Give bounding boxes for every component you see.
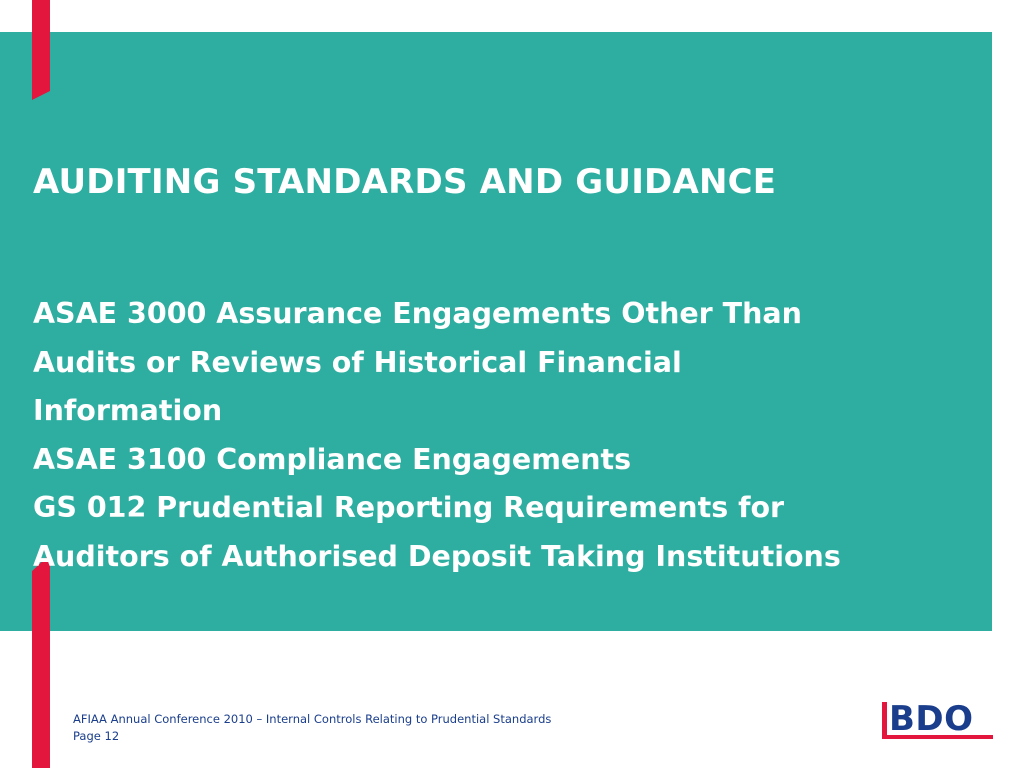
slide-title: AUDITING STANDARDS AND GUIDANCE [33,162,777,202]
logo-red-bar [882,702,887,738]
logo-text: BDO [889,699,974,739]
footer-page-number: Page 12 [73,729,120,743]
red-accent-bar-bottom [32,554,50,768]
body-line: ASAE 3100 Compliance Engagements [33,442,632,476]
bdo-logo [882,697,994,743]
footer [73,711,551,745]
body-line: Auditors of Authorised Deposit Taking Institutions [33,539,841,573]
body-line: Information [33,394,223,427]
body-line: ASAE 3000 Assurance Engagements Other Than [33,297,802,330]
slide-body [33,290,983,581]
body-line: Audits or Reviews of Historical Financial [33,345,682,379]
footer-conference-text: AFIAA Annual Conference 2010 – Internal Controls Relating to Prudential Standards [73,712,552,726]
red-accent-bar-top [32,0,50,100]
body-line: GS 012 Prudential Reporting Requirements for [33,491,785,524]
